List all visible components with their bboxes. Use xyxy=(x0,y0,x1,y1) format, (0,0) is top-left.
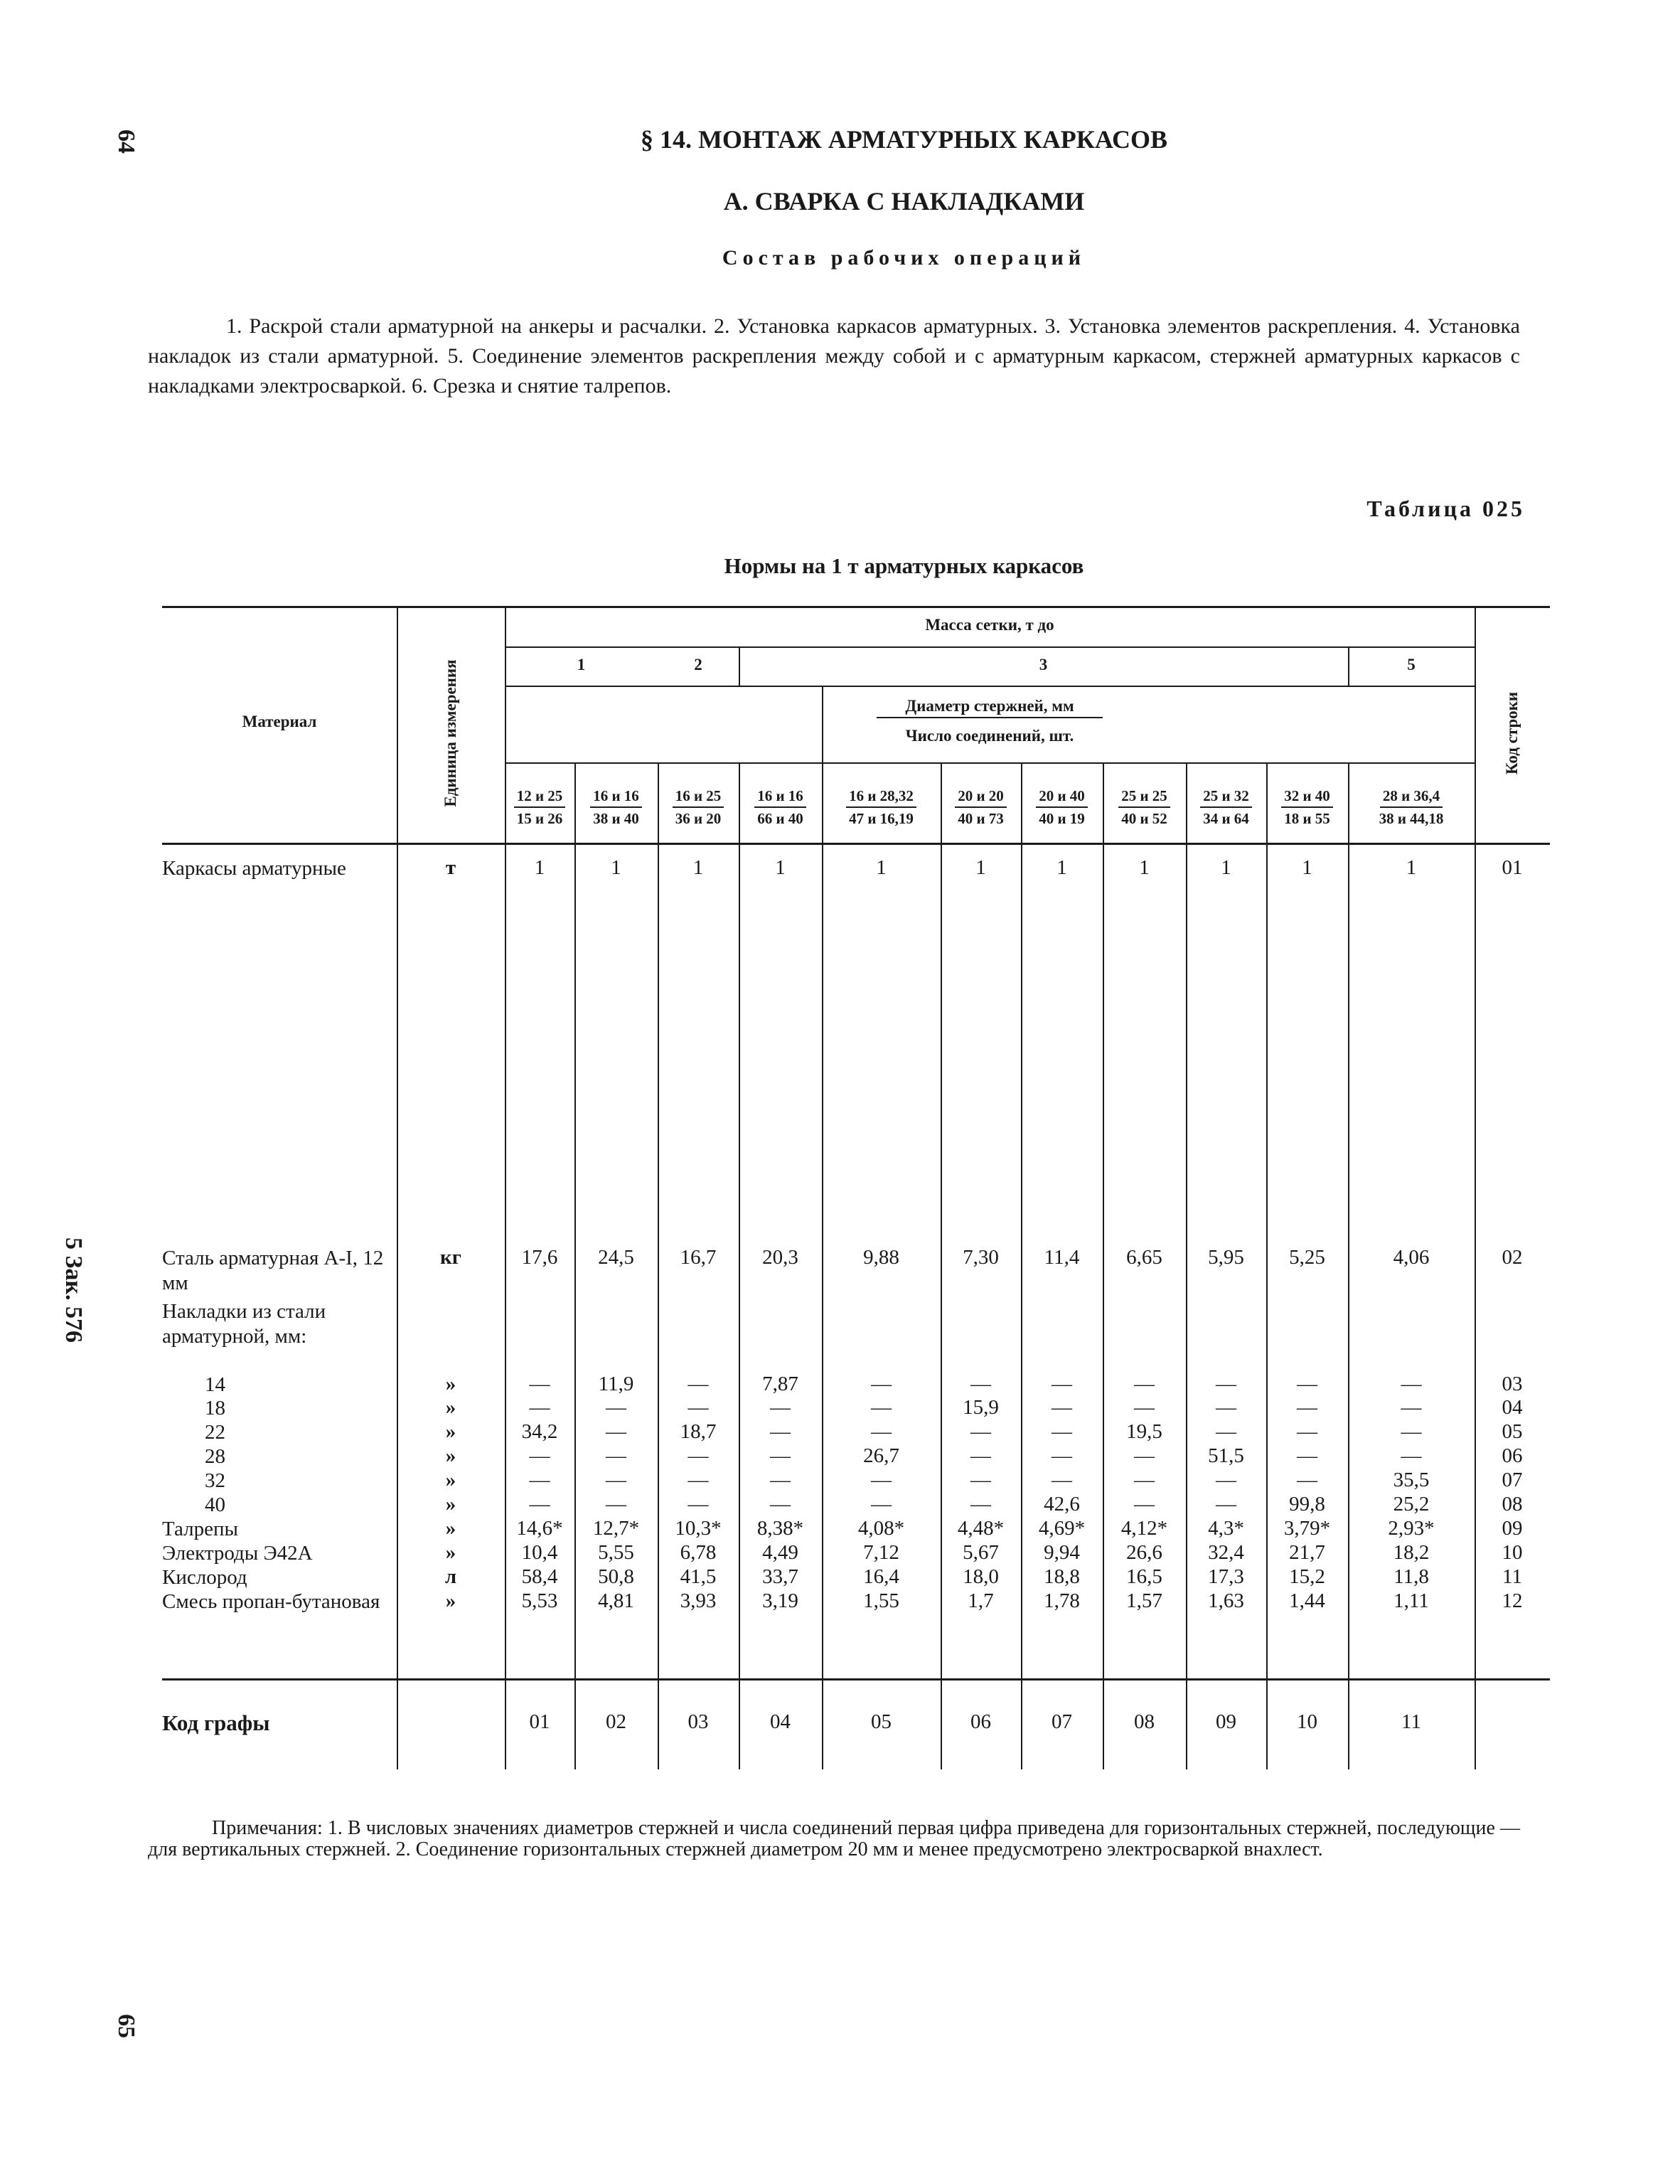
col-num-07: 20 и 40 xyxy=(1036,785,1088,808)
row-value: — xyxy=(770,1469,791,1491)
row-value: 12,7* xyxy=(592,1517,640,1540)
row-value: — xyxy=(1216,1420,1236,1443)
row-value: — xyxy=(1401,1420,1422,1443)
mass-group-3: 3 xyxy=(1039,656,1048,673)
row-unit: » xyxy=(445,1444,456,1467)
row-material: 32 xyxy=(205,1469,225,1492)
col-den-10: 18 и 55 xyxy=(1284,810,1330,827)
col-den-11: 38 и 44,18 xyxy=(1379,810,1444,827)
row-value: — xyxy=(606,1469,626,1491)
col-frac-02 xyxy=(574,785,658,829)
row-value: 1,11 xyxy=(1393,1589,1429,1612)
row-value: 24,5 xyxy=(598,1246,634,1269)
row-value: — xyxy=(1216,1396,1236,1419)
col-num-09: 25 и 32 xyxy=(1200,785,1252,808)
row-value: 41,5 xyxy=(680,1565,717,1588)
row-code: 08 xyxy=(1502,1493,1523,1516)
row-value: — xyxy=(1297,1420,1317,1443)
footer-code: 02 xyxy=(606,1710,626,1733)
row-value: — xyxy=(1297,1396,1317,1419)
row-value: 14,6* xyxy=(516,1517,563,1540)
table-label: Таблица 025 xyxy=(1366,496,1525,521)
row-material: Электроды Э42А xyxy=(162,1542,313,1565)
footer-code: 07 xyxy=(1052,1710,1072,1733)
row-value: 42,6 xyxy=(1044,1493,1080,1516)
row-unit: » xyxy=(445,1589,456,1612)
row-unit: кг xyxy=(440,1246,461,1269)
row-value: — xyxy=(1052,1469,1072,1491)
row-unit: » xyxy=(445,1396,456,1419)
row-value: 1 xyxy=(1056,856,1067,879)
row-value: — xyxy=(770,1444,791,1467)
operations-text: 1. Раскрой стали арматурной на анкеры и расчалки. 2. Установка каркасов арматурных. 3. Установка элементов раскрепления. 4. Установка накладок из стали арматурной. 5. Соединение элементов раскрепления между собой и с арматурным каркасом, стержней арматурных каркасов с накладками электросваркой. 6. Срезка и снятие талрепов. xyxy=(148,314,1520,398)
row-value: 35,5 xyxy=(1393,1469,1430,1491)
row-code: 05 xyxy=(1502,1420,1523,1443)
operations-title: Состав рабочих операций xyxy=(722,246,1086,270)
row-material: Накладки из стали арматурной, мм: xyxy=(162,1300,326,1348)
row-value: — xyxy=(1401,1396,1422,1419)
row-value: 4,49 xyxy=(762,1541,798,1564)
row-value: — xyxy=(687,1373,709,1395)
col-frac-10 xyxy=(1266,785,1348,829)
row-value: 6,65 xyxy=(1126,1246,1162,1269)
row-value: 15,2 xyxy=(1289,1565,1325,1588)
row-value: 3,93 xyxy=(680,1589,717,1612)
row-value: 5,25 xyxy=(1289,1246,1325,1269)
row-value: 5,53 xyxy=(521,1589,558,1612)
row-value: 1 xyxy=(1139,856,1150,879)
side-note: 5 Зак. 576 xyxy=(60,1237,87,1343)
row-unit: » xyxy=(445,1517,456,1540)
row-code: 06 xyxy=(1502,1444,1523,1467)
row-value: — xyxy=(687,1396,709,1419)
mass-group-1: 1 xyxy=(577,656,586,673)
table-title: Нормы на 1 т арматурных каркасов xyxy=(724,553,1084,578)
row-code: 12 xyxy=(1502,1589,1523,1612)
footer-code: 10 xyxy=(1297,1710,1317,1733)
col-frac-04 xyxy=(739,785,822,829)
row-value: 33,7 xyxy=(762,1565,798,1588)
row-value: — xyxy=(529,1373,550,1395)
row-value: 18,8 xyxy=(1044,1565,1080,1588)
row-value: — xyxy=(871,1420,892,1443)
row-value: — xyxy=(1052,1373,1072,1395)
row-code: 03 xyxy=(1502,1373,1523,1395)
col-frac-08 xyxy=(1103,785,1186,829)
col-num-10: 32 и 40 xyxy=(1281,785,1333,808)
row-value: 26,7 xyxy=(863,1444,899,1467)
row-value: 25,2 xyxy=(1393,1493,1430,1516)
row-code: 04 xyxy=(1502,1396,1523,1419)
row-value: 4,06 xyxy=(1393,1246,1430,1269)
row-value: 4,12* xyxy=(1120,1517,1168,1540)
row-value: 4,81 xyxy=(598,1589,634,1612)
col-frac-11 xyxy=(1348,785,1475,829)
row-material: 28 xyxy=(205,1445,225,1468)
col-num-11: 28 и 36,4 xyxy=(1380,785,1443,808)
row-unit: » xyxy=(445,1541,456,1564)
col-den-04: 66 и 40 xyxy=(757,810,803,827)
row-value: — xyxy=(1052,1444,1072,1467)
row-value: 18,2 xyxy=(1393,1541,1430,1564)
header-joints: Число соединений, шт. xyxy=(905,727,1074,745)
row-value: 2,93* xyxy=(1388,1517,1435,1540)
row-value: 11,9 xyxy=(598,1373,634,1395)
footer-code: 06 xyxy=(970,1710,991,1733)
row-value: 9,88 xyxy=(863,1246,899,1269)
row-unit: » xyxy=(445,1420,456,1443)
row-value: 1 xyxy=(611,856,621,879)
row-code: 10 xyxy=(1502,1541,1523,1564)
row-value: — xyxy=(687,1469,709,1491)
col-den-07: 40 и 19 xyxy=(1039,810,1085,827)
mass-group-5: 5 xyxy=(1407,656,1416,673)
mass-group-2: 2 xyxy=(694,656,702,673)
header-diameter xyxy=(505,697,1475,718)
footer-label: Код графы xyxy=(162,1710,270,1735)
row-unit: » xyxy=(445,1493,456,1516)
row-value: — xyxy=(871,1493,892,1516)
row-value: 1,78 xyxy=(1044,1589,1080,1612)
row-value: — xyxy=(529,1396,550,1419)
row-value: — xyxy=(606,1493,626,1516)
row-value: 1,44 xyxy=(1289,1589,1325,1612)
row-value: — xyxy=(1401,1373,1422,1395)
row-material: Кислород xyxy=(162,1566,247,1589)
row-value: 51,5 xyxy=(1208,1444,1244,1467)
header-material: Материал xyxy=(242,713,317,730)
row-value: — xyxy=(1297,1469,1317,1491)
row-value: — xyxy=(1216,1493,1236,1516)
row-value: — xyxy=(770,1420,791,1443)
row-unit: л xyxy=(444,1565,457,1588)
col-frac-06 xyxy=(941,785,1021,829)
row-value: — xyxy=(1134,1373,1155,1395)
row-value: 1,63 xyxy=(1208,1589,1244,1612)
row-value: 20,3 xyxy=(762,1246,798,1269)
header-diameter-label: Диаметр стержней, мм xyxy=(877,697,1102,718)
col-num-04: 16 и 16 xyxy=(754,785,806,808)
row-value: 32,4 xyxy=(1208,1541,1244,1564)
col-num-03: 16 и 25 xyxy=(673,785,724,808)
row-value: 16,4 xyxy=(863,1565,899,1588)
row-value: 10,3* xyxy=(675,1517,722,1540)
row-value: 7,87 xyxy=(762,1373,798,1395)
col-den-02: 38 и 40 xyxy=(593,810,639,827)
row-value: — xyxy=(687,1493,709,1516)
footer-code: 08 xyxy=(1134,1710,1155,1733)
row-value: — xyxy=(1052,1396,1072,1419)
row-value: 17,6 xyxy=(521,1246,558,1269)
row-material: Смесь пропан-бутановая xyxy=(162,1590,380,1613)
row-value: 3,19 xyxy=(762,1589,798,1612)
row-value: 8,38* xyxy=(756,1517,804,1540)
row-value: 3,79* xyxy=(1283,1517,1331,1540)
row-value: 21,7 xyxy=(1289,1541,1325,1564)
row-value: 1 xyxy=(692,856,704,879)
row-unit: » xyxy=(445,1373,456,1395)
footer-code: 05 xyxy=(871,1710,892,1733)
row-material: 22 xyxy=(205,1421,225,1444)
row-code: 02 xyxy=(1502,1246,1523,1269)
row-value: — xyxy=(606,1396,626,1419)
row-value: 50,8 xyxy=(598,1565,634,1588)
row-value: — xyxy=(970,1420,991,1443)
row-value: 11,8 xyxy=(1393,1565,1429,1588)
row-unit: т xyxy=(445,856,456,879)
row-value: — xyxy=(770,1493,791,1516)
row-value: — xyxy=(1216,1469,1236,1491)
footer-code: 11 xyxy=(1401,1710,1421,1733)
row-value: 17,3 xyxy=(1208,1565,1244,1588)
row-material: Каркасы арматурные xyxy=(162,857,346,880)
row-value: 1 xyxy=(1221,856,1231,879)
row-value: 10,4 xyxy=(521,1541,558,1564)
col-frac-01 xyxy=(505,785,574,829)
row-material: 18 xyxy=(205,1397,225,1419)
row-value: 7,30 xyxy=(963,1246,999,1269)
header-unit: Единица измерения xyxy=(442,659,459,807)
row-value: 9,94 xyxy=(1044,1541,1080,1564)
row-code: 11 xyxy=(1502,1565,1522,1588)
row-value: 16,7 xyxy=(680,1246,717,1269)
header-row-code: Код строки xyxy=(1503,691,1521,775)
row-value: — xyxy=(770,1396,791,1419)
row-value: — xyxy=(970,1373,991,1395)
col-den-03: 36 и 20 xyxy=(675,810,722,827)
row-value: — xyxy=(1134,1444,1155,1467)
row-value: — xyxy=(970,1493,991,1516)
row-value: 1 xyxy=(534,856,545,879)
row-unit: » xyxy=(445,1469,456,1491)
page-number-bottom: 65 xyxy=(113,2014,139,2038)
row-value: — xyxy=(1297,1444,1317,1467)
row-value: 7,12 xyxy=(863,1541,899,1564)
col-num-01: 12 и 25 xyxy=(514,785,566,808)
col-frac-07 xyxy=(1021,785,1103,829)
row-value: 5,67 xyxy=(963,1541,999,1564)
col-num-02: 16 и 16 xyxy=(590,785,642,808)
row-code: 07 xyxy=(1502,1469,1523,1491)
subsection-title: А. СВАРКА С НАКЛАДКАМИ xyxy=(723,187,1085,215)
row-value: — xyxy=(871,1469,892,1491)
row-value: — xyxy=(970,1444,991,1467)
row-value: — xyxy=(529,1493,550,1516)
footer-code: 03 xyxy=(687,1710,709,1733)
footer-code: 01 xyxy=(529,1710,550,1733)
row-value: — xyxy=(871,1373,892,1395)
row-value: 26,6 xyxy=(1126,1541,1162,1564)
col-den-01: 15 и 26 xyxy=(516,810,563,827)
row-value: 19,5 xyxy=(1126,1420,1162,1443)
row-value: — xyxy=(529,1444,550,1467)
row-value: — xyxy=(1134,1493,1155,1516)
col-frac-03 xyxy=(658,785,739,829)
row-value: — xyxy=(1134,1396,1155,1419)
notes: Примечания: 1. В числовых значениях диаметров стержней и числа соединений первая цифра приведена для горизонтальных стержней, последующие — для вертикальных стержней. 2. Соединение горизонтальных стержней диаметром 20 мм и менее предусмотрено электросваркой внахлест. xyxy=(148,1817,1520,1860)
row-value: 4,48* xyxy=(957,1517,1005,1540)
norms-table xyxy=(162,606,1550,1769)
footer-code: 04 xyxy=(770,1710,791,1733)
row-value: — xyxy=(1297,1373,1317,1395)
row-value: 1 xyxy=(876,856,887,879)
page-number-top: 64 xyxy=(113,129,139,154)
row-material: Сталь арматурная А-I, 12 мм xyxy=(162,1247,384,1294)
footer-code: 09 xyxy=(1216,1710,1236,1733)
row-value: 5,95 xyxy=(1208,1246,1244,1269)
row-value: — xyxy=(1134,1469,1155,1491)
row-value: 1 xyxy=(1302,856,1312,879)
header-mass: Масса сетки, т до xyxy=(925,616,1054,634)
row-value: 4,69* xyxy=(1038,1517,1086,1540)
col-den-06: 40 и 73 xyxy=(958,810,1004,827)
row-value: 1,55 xyxy=(863,1589,899,1612)
row-material: 14 xyxy=(205,1373,225,1396)
row-value: — xyxy=(606,1444,626,1467)
row-value: 16,5 xyxy=(1126,1565,1162,1588)
row-value: 4,3* xyxy=(1208,1517,1244,1540)
row-value: 1 xyxy=(975,856,986,879)
row-value: 15,9 xyxy=(963,1396,999,1419)
col-num-08: 25 и 25 xyxy=(1118,785,1170,808)
col-den-09: 34 и 64 xyxy=(1203,810,1249,827)
col-den-05: 47 и 16,19 xyxy=(849,810,914,827)
col-frac-05 xyxy=(822,785,941,829)
col-num-06: 20 и 20 xyxy=(955,785,1007,808)
row-value: 1 xyxy=(775,856,786,879)
row-value: — xyxy=(871,1396,892,1419)
row-material: Талрепы xyxy=(162,1518,238,1540)
row-value: 99,8 xyxy=(1289,1493,1325,1516)
row-value: — xyxy=(970,1469,991,1491)
row-value: — xyxy=(687,1444,709,1467)
row-value: 1,57 xyxy=(1126,1589,1162,1612)
row-value: — xyxy=(529,1469,550,1491)
row-code: 09 xyxy=(1502,1517,1523,1540)
row-material: 40 xyxy=(205,1493,225,1516)
row-code: 01 xyxy=(1502,856,1523,879)
row-value: 4,08* xyxy=(857,1517,905,1540)
row-value: 58,4 xyxy=(521,1565,558,1588)
row-value: 11,4 xyxy=(1044,1246,1080,1269)
col-num-05: 16 и 28,32 xyxy=(846,785,916,808)
row-value: 18,0 xyxy=(963,1565,999,1588)
row-value: 18,7 xyxy=(680,1420,717,1443)
row-value: 1,7 xyxy=(968,1589,994,1612)
row-value: — xyxy=(1401,1444,1422,1467)
col-den-08: 40 и 52 xyxy=(1121,810,1167,827)
row-value: — xyxy=(1216,1373,1236,1395)
row-value: 1 xyxy=(1406,856,1417,879)
row-value: 5,55 xyxy=(598,1541,634,1564)
row-value: 6,78 xyxy=(680,1541,717,1564)
row-value: — xyxy=(606,1420,626,1443)
row-value: 34,2 xyxy=(521,1420,558,1443)
section-title: § 14. МОНТАЖ АРМАТУРНЫХ КАРКАСОВ xyxy=(640,125,1168,154)
row-value: — xyxy=(1052,1420,1072,1443)
col-frac-09 xyxy=(1186,785,1266,829)
